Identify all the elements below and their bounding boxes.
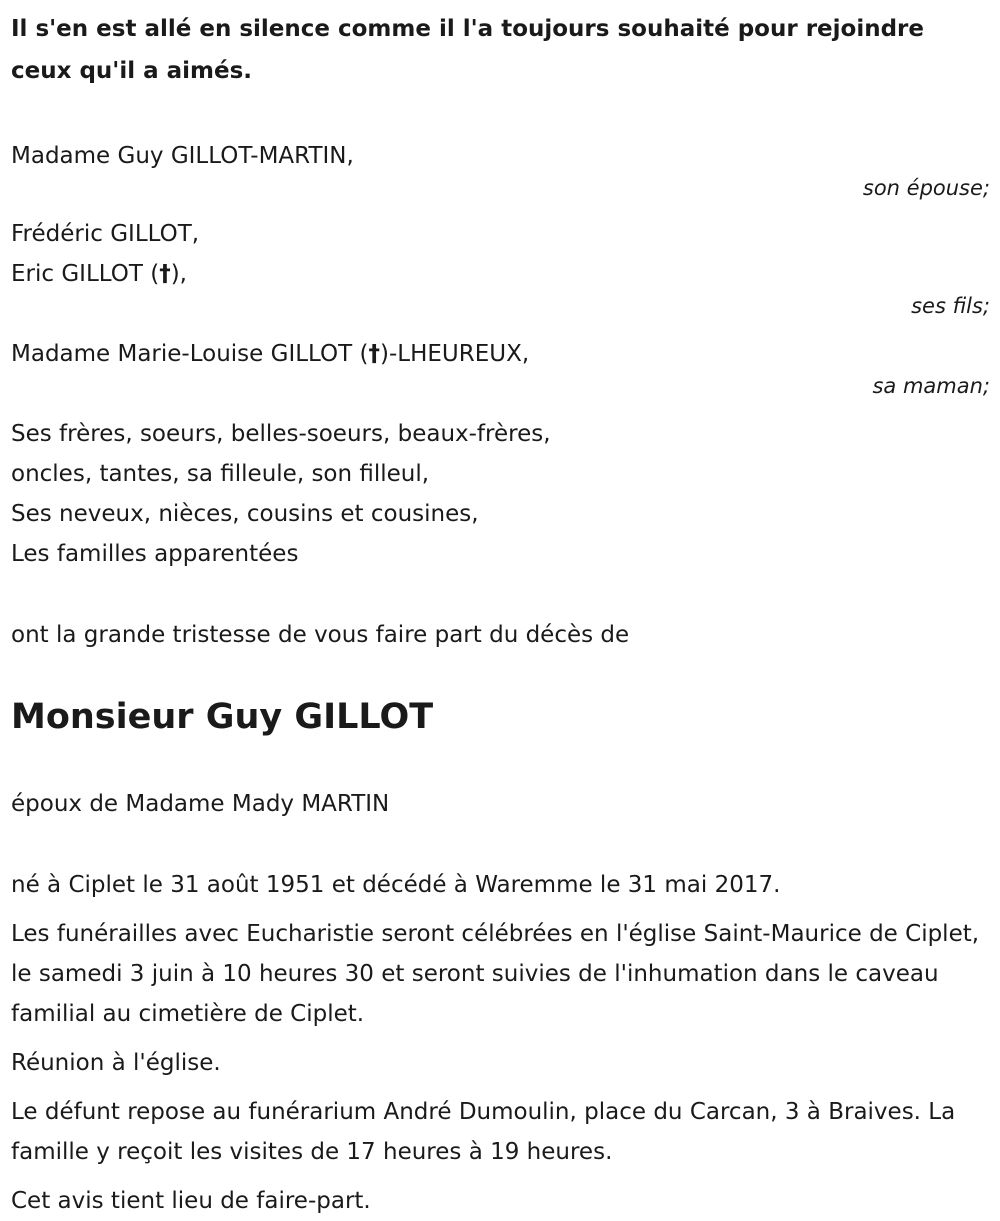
family-line: oncles, tantes, sa filleule, son filleul, bbox=[11, 461, 430, 487]
cross-icon: † bbox=[159, 261, 171, 287]
closing-text: Cet avis tient lieu de faire-part. bbox=[11, 1188, 371, 1214]
mother-name: Madame Marie-Louise GILLOT (†)-LHEUREUX, bbox=[11, 341, 530, 367]
son-name-2: Eric GILLOT (†), bbox=[11, 261, 187, 287]
cross-icon: † bbox=[368, 341, 380, 367]
mother-role: sa maman; bbox=[872, 374, 990, 398]
family-line: Ses neveux, nièces, cousins et cousines, bbox=[11, 501, 479, 527]
spouse-role: son épouse; bbox=[862, 176, 990, 200]
funeral-text: Les funérailles avec Eucharistie seront célébrées en l'église Saint-Maurice de Ciplet, le samedi 3 juin à 10 heures 30 et seront suivies de l'inhumation dans le caveau familial au cimetière de Ciplet. bbox=[11, 921, 980, 1027]
spouse-name: Madame Guy GILLOT-MARTIN, bbox=[11, 143, 354, 169]
deceased-name: Monsieur Guy GILLOT bbox=[11, 697, 434, 737]
son-name-1: Frédéric GILLOT, bbox=[11, 221, 200, 247]
family-line: Les familles apparentées bbox=[11, 541, 299, 567]
family-list bbox=[11, 414, 990, 574]
spouse-of-text: époux de Madame Mady MARTIN bbox=[11, 791, 390, 817]
visits-text: Le défunt repose au funérarium André Dumoulin, place du Carcan, 3 à Braives. La famille y reçoit les visites de 17 heures à 19 heures. bbox=[11, 1099, 956, 1165]
sons-role: ses fils; bbox=[911, 294, 990, 318]
intro-text: Il s'en est allé en silence comme il l'a toujours souhaité pour rejoindre ceux qu'il a aimés. bbox=[11, 16, 924, 84]
meeting-text: Réunion à l'église. bbox=[11, 1050, 221, 1076]
family-line: Ses frères, soeurs, belles-soeurs, beaux-frères, bbox=[11, 421, 551, 447]
birth-death-text: né à Ciplet le 31 août 1951 et décédé à Waremme le 31 mai 2017. bbox=[11, 872, 781, 898]
announcement-text: ont la grande tristesse de vous faire part du décès de bbox=[11, 622, 630, 648]
